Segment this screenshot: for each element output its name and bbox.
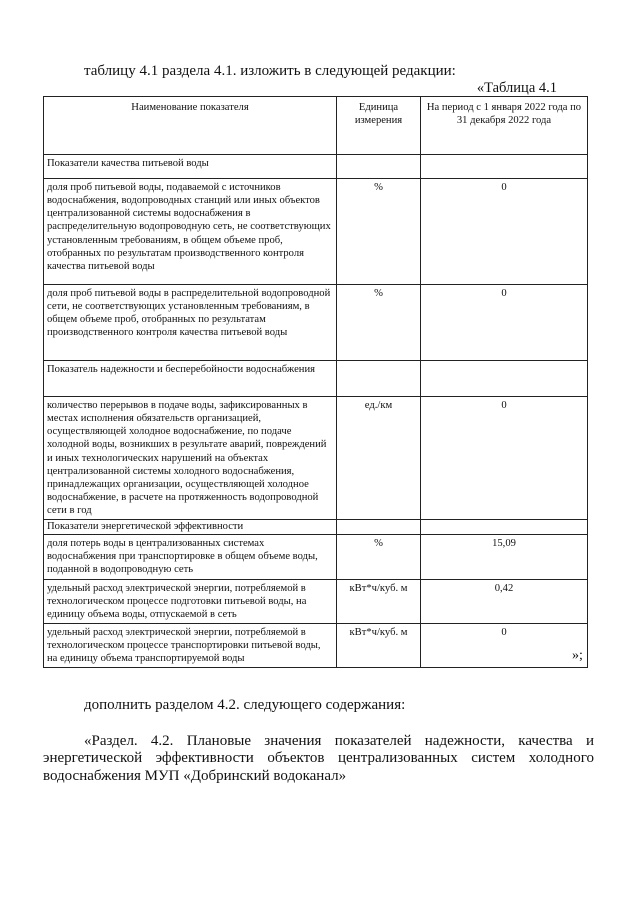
table-row [44,579,588,623]
row-unit [337,155,421,179]
row-name: доля проб питьевой воды, подаваемой с источников водоснабжения, водопроводных станций или иных объектов централизованной системы водоснабжения в распределительную водопроводную сеть, не соответствующих установленным требованиям, в общем объеме проб, отобранных по результатам производственного контроля качества питьевой воды [44,179,337,285]
row-name: Показатели качества питьевой воды [44,155,337,179]
indicators-table [43,96,588,668]
table-row [44,397,588,520]
paragraph-section-title: «Раздел. 4.2. Плановые значения показателей надежности, качества и энергетической эффективности объектов централизованных систем холодного водоснабжения МУП «Добринский водоканал» [43,733,594,784]
intro-text: таблицу 4.1 раздела 4.1. изложить в следующей редакции: [84,63,456,79]
table-caption: «Таблица 4.1 [476,80,557,96]
row-unit: % [337,535,421,579]
row-value [421,361,588,397]
row-name: удельный расход электрической энергии, потребляемой в технологическом процессе подготовки питьевой воды, на единицу объема воды, отпускаемой в сеть [44,579,337,623]
table-row [44,535,588,579]
table-row [44,623,588,667]
row-value: 0 [421,179,588,285]
row-name: Показатели энергетической эффективности [44,520,337,535]
row-value [421,155,588,179]
table-row [44,155,588,179]
row-unit [337,361,421,397]
row-value: 0 [421,397,588,520]
header-indicator-name: Наименование показателя [44,97,337,155]
paragraph-addition: дополнить разделом 4.2. следующего содержания: [84,697,406,713]
table-row [44,285,588,361]
row-value: 0,42 [421,579,588,623]
row-unit: кВт*ч/куб. м [337,579,421,623]
row-unit: % [337,179,421,285]
table-row [44,361,588,397]
header-period: На период с 1 января 2022 года по 31 декабря 2022 года [421,97,588,155]
table-closing-quote: »; [572,648,583,663]
row-value: 0 [421,623,588,667]
row-value: 0 [421,285,588,361]
row-name: Показатель надежности и бесперебойности водоснабжения [44,361,337,397]
row-name: количество перерывов в подаче воды, зафиксированных в местах исполнения обязательств организацией, осуществляющей холодное водоснабжение, по подаче холодной воды, возникших в результате аварий, повреждений и иных технологических нарушений на объектах централизованной системы холодного водоснабжения, принадлежащих организации, осуществляющей холодное водоснабжение, в расчете на протяженность водопроводной сети в год [44,397,337,520]
row-value [421,520,588,535]
row-unit: ед./км [337,397,421,520]
row-value: 15,09 [421,535,588,579]
row-name: доля проб питьевой воды в распределительной водопроводной сети, не соответствующих установленным требованиям, в общем объеме проб, отобранных по результатам производственного контроля качества питьевой воды [44,285,337,361]
table-header-row [44,97,588,155]
header-unit: Единица измерения [337,97,421,155]
row-name: доля потерь воды в централизованных системах водоснабжения при транспортировке в общем объеме воды, поданной в водопроводную сеть [44,535,337,579]
table-row [44,520,588,535]
row-unit: кВт*ч/куб. м [337,623,421,667]
row-unit [337,520,421,535]
table-row [44,179,588,285]
row-name: удельный расход электрической энергии, потребляемой в технологическом процессе транспортировки питьевой воды, на единицу объема транспортируемой воды [44,623,337,667]
row-unit: % [337,285,421,361]
